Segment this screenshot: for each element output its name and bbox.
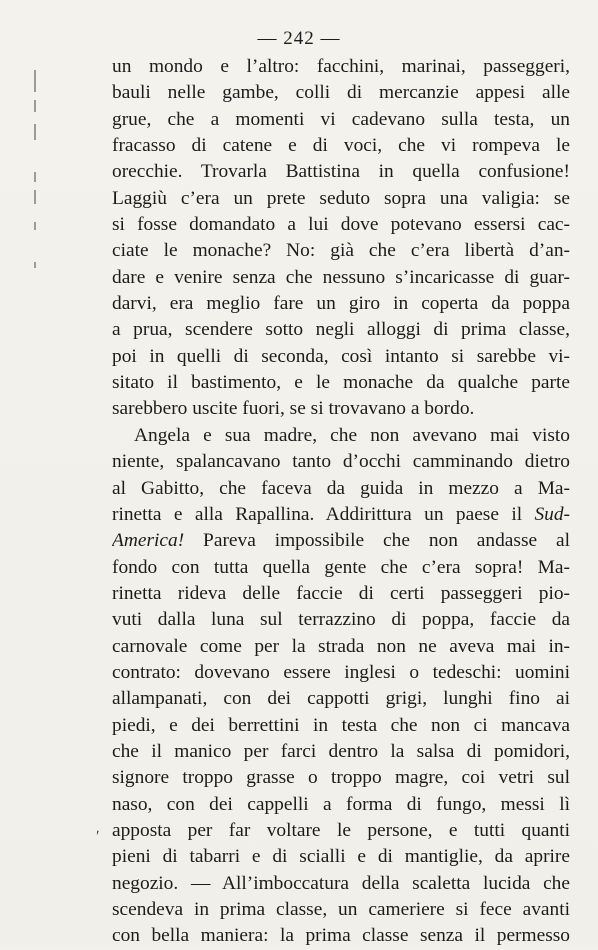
text-line: naso, con dei cappelli a forma di fungo, messi lì <box>112 793 570 815</box>
text-line: sarebbero uscite fuori, se si trovavano a bordo. <box>112 398 475 420</box>
text-line: ciate le monache? No: già che c’era libertà d’an- <box>112 240 570 262</box>
text-line: apposta per far voltare le persone, e tutti quanti <box>112 819 570 841</box>
margin-tick-mark: ʹ <box>96 828 100 845</box>
text-line: vuti dalla luna sul terrazzino di poppa, faccie da <box>112 609 570 631</box>
text-line: a prua, scendere sotto negli alloggi di prima classe, <box>112 319 570 341</box>
margin-mark <box>34 262 36 268</box>
text-line: che il manico per farci dentro la salsa di pomidori, <box>112 740 570 762</box>
text-line: signore troppo grasse o troppo magre, coi vetri sul <box>112 767 570 789</box>
margin-mark <box>34 190 36 204</box>
margin-mark <box>34 100 36 112</box>
text-line: dare e venire senza che nessuno s’incaricasse di guar- <box>112 266 570 288</box>
margin-mark <box>34 172 36 182</box>
text-line: orecchie. Trovarla Battistina in quella confusione! <box>112 161 570 183</box>
text-line: allampanati, con dei cappotti grigi, lunghi fino ai <box>112 688 570 710</box>
margin-mark <box>34 70 36 92</box>
text-line: negozio. — All’imboccatura della scaletta lucida che <box>112 872 570 894</box>
text-line: rinetta e alla Rapallina. Addirittura un paese il Sud- <box>112 503 570 525</box>
text-line: America! Pareva impossibile che non andasse al <box>112 530 570 552</box>
text-line: fracasso di catene e di voci, che vi rompeva le <box>112 135 570 157</box>
text-line: sitato il bastimento, e le monache da qualche parte <box>112 372 570 394</box>
text-line: darvi, era meglio fare un giro in coperta da poppa <box>112 293 570 315</box>
text-line: rinetta rideva delle faccie di certi passeggeri pio- <box>112 582 570 604</box>
text-line: grue, che a momenti vi cadevano sulla testa, un <box>112 108 570 130</box>
text-line: un mondo e l’altro: facchini, marinai, passeggeri, <box>112 56 570 77</box>
text-line: con bella maniera: la prima classe senza il permesso <box>112 925 570 947</box>
text-line: fondo con tutta quella gente che c’era sopra! Ma- <box>112 556 570 578</box>
text-line: poi in quelli di seconda, così intanto si sarebbe vi- <box>112 345 570 367</box>
margin-mark <box>34 222 36 230</box>
text-line: si fosse domandato a lui dove potevano essersi cac- <box>112 214 570 236</box>
margin-marks <box>30 62 42 322</box>
text-line: contrato: dovevano essere inglesi o tedeschi: uomini <box>112 661 570 683</box>
text-line: Laggiù c’era un prete seduto sopra una valigia: se <box>112 187 570 209</box>
margin-mark <box>34 124 36 140</box>
text-line: Angela e sua madre, che non avevano mai visto <box>134 424 570 446</box>
text-line: piedi, e dei berrettini in testa che non ci mancava <box>112 714 570 736</box>
text-line: al Gabitto, che faceva da guida in mezzo a Ma- <box>112 477 570 499</box>
text-line: pieni di tabarri e di scialli e di mantiglie, da aprire <box>112 846 570 868</box>
text-line: carnovale come per la strada non ne aveva mai in- <box>112 635 570 657</box>
text-line: bauli nelle gambe, colli di mercanzie appesi alle <box>112 82 570 104</box>
text-line: niente, spalancavano tanto d’occhi camminando dietro <box>112 451 570 473</box>
body-text <box>112 54 570 950</box>
text-line: scendeva in prima classe, un cameriere si fece avanti <box>112 899 570 920</box>
page-number: — 242 — <box>257 28 341 49</box>
